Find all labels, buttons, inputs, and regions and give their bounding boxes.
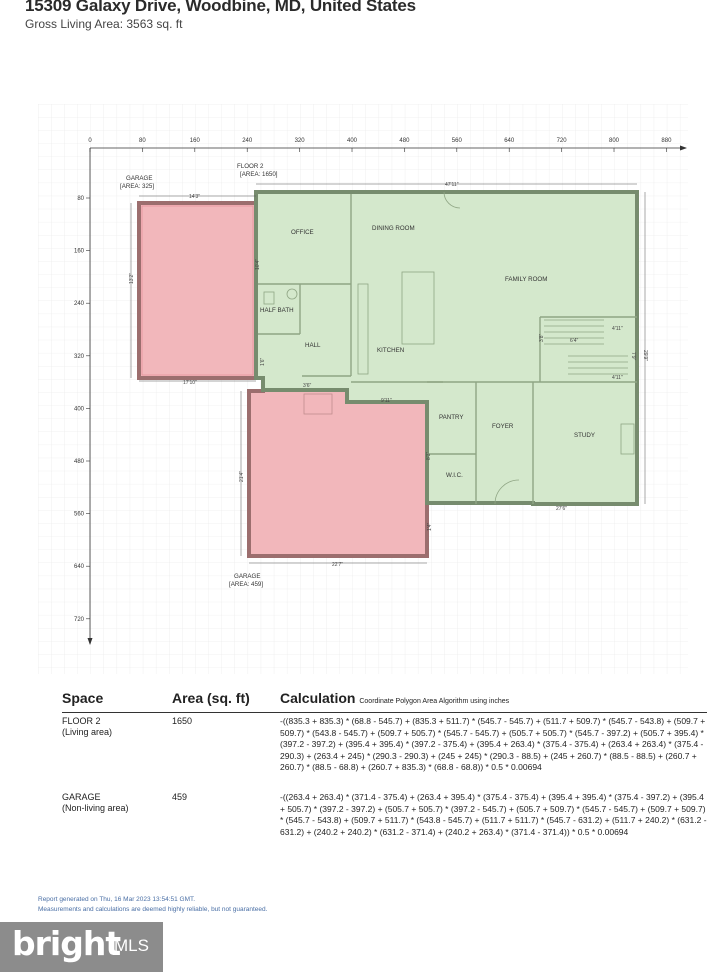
room-dining: DINING ROOM <box>372 225 415 232</box>
col-calc-note: Coordinate Polygon Area Algorithm using inches <box>359 698 510 705</box>
row-space-type: (Non-living area) <box>62 803 129 813</box>
x-tick-label: 880 <box>661 138 672 144</box>
dim-small-a: 4'11" <box>612 326 623 332</box>
garage-lower-floor <box>249 390 427 556</box>
dim-garage-bottom: 17'10" <box>183 380 197 386</box>
floor-plan <box>38 104 688 674</box>
row-space: GARAGE <box>62 792 101 802</box>
dim-small-b: 4'11" <box>612 375 623 381</box>
room-study: STUDY <box>574 432 595 439</box>
x-tick-label: 640 <box>504 138 515 144</box>
garage-upper <box>139 203 256 378</box>
row-calc: -((835.3 + 835.3) * (68.8 - 545.7) + (835.3 + 511.7) * (545.7 - 545.7) + (511.7 + 509.7) * (545.7 - 543.8) + (509.7 + 509.7) * (543.8 - 545.7) + (509.7 + 505.7) * (545.7 - 545.7) + (505.7 + 505.7) * (545.7 - 397.2) + (505.7 + 395.4) * (397.2 - 397.2) + (395.4 + 395.4) * (397.2 - 375.4) + (395.4 + 263.4) * (375.4 - 375.4) + (263.4 + 263.4) * (375.4 - 290.3) + (263.4 + 245) * (290.3 - 290.3) + (245 + 245) * (290.3 - 88.5) + (245 + 260.7) * (88.5 - 88.5) + (260.7 + 260.7) * (88.5 - 68.8) + (260.7 + 835.3) * (68.8 - 68.8)) * 0.5 * 0.00694 <box>280 716 706 773</box>
dim-lower-garage-bottom: 22'7" <box>332 562 344 568</box>
dim-small-k: 1'4" <box>427 522 433 531</box>
garage-lower-area: [AREA: 459] <box>229 581 264 588</box>
x-tick-label: 720 <box>556 138 567 144</box>
report-header <box>25 0 416 31</box>
y-tick-label: 480 <box>73 459 84 465</box>
row-area: 1650 <box>172 716 193 726</box>
y-tick-label: 720 <box>73 616 84 623</box>
logo-suffix: MLS <box>114 936 149 955</box>
garage-upper-area: [AREA: 325] <box>120 183 155 190</box>
room-wic: W.I.C. <box>446 472 463 479</box>
room-kitchen: KITCHEN <box>377 347 405 354</box>
x-tick-label: 0 <box>88 138 92 144</box>
garage-upper-label: GARAGE <box>126 175 153 182</box>
x-tick-label: 400 <box>346 138 358 144</box>
room-hall: HALL <box>305 342 321 349</box>
x-tick-label: 480 <box>399 138 410 144</box>
row-space-type: (Living area) <box>62 727 113 737</box>
dim-small-d: 3'8" <box>539 333 545 342</box>
dim-small-f: 8'3" <box>426 451 432 460</box>
room-office: OFFICE <box>291 229 314 236</box>
bright-mls-logo <box>0 922 163 972</box>
floor2-area: [AREA: 1650] <box>240 171 278 178</box>
x-tick-label: 800 <box>608 138 620 144</box>
room-pantry: PANTRY <box>439 414 464 421</box>
floor2-label: FLOOR 2 <box>237 163 264 170</box>
x-tick-label: 240 <box>242 138 253 144</box>
col-calc-title: Calculation <box>280 690 356 706</box>
row-calc: -((263.4 + 263.4) * (371.4 - 375.4) + (263.4 + 395.4) * (375.4 - 375.4) + (395.4 + 395.4) * (375.4 - 397.2) + (395.4 + 505.7) * (397.2 - 397.2) + (505.7 + 505.7) * (397.2 - 545.7) + (505.7 + 509.7) * (545.7 - 545.7) + (509.7 + 509.7) * (545.7 - 543.8) + (509.7 + 511.7) * (543.8 - 545.7) + (511.7 + 511.7) * (545.7 - 631.2) + (511.7 + 240.2) * (631.2 - 631.2) + (240.2 + 240.2) * (631.2 - 371.4) + (240.2 + 263.4) * (371.4 - 371.4)) * 0.5 * 0.00694 <box>280 792 707 837</box>
y-tick-label: 320 <box>73 353 84 360</box>
y-tick-label: 400 <box>73 406 84 413</box>
dim-small-h: 1'6" <box>260 357 266 366</box>
logo-brand: bright <box>12 924 121 963</box>
y-tick-label: 80 <box>77 196 84 202</box>
report-disclaimer: Measurements and calculations are deemed highly reliable, but not guaranteed. <box>38 906 268 913</box>
x-tick-label: 320 <box>294 138 305 144</box>
dim-top-width: 47'11" <box>445 182 459 188</box>
garage-lower <box>249 390 427 556</box>
garage-lower-label: GARAGE <box>234 573 261 580</box>
dim-small-c: 6'4" <box>570 338 579 344</box>
row-space: FLOOR 2 <box>62 716 101 726</box>
dim-small-j: 10'4" <box>255 258 261 270</box>
dim-small-e: 7'9" <box>630 352 636 361</box>
x-tick-label: 560 <box>451 138 462 144</box>
y-tick-label: 240 <box>73 301 84 308</box>
dim-small-g: 3'6" <box>303 383 312 389</box>
dim-small-i: 9'11" <box>381 398 392 404</box>
dim-garage-side: 13'2" <box>129 272 135 284</box>
report-generated: Report generated on Thu, 16 Mar 2023 13:54:51 GMT. <box>38 896 196 903</box>
room-family: FAMILY ROOM <box>505 276 548 283</box>
gross-living-area: Gross Living Area: 3563 sq. ft <box>25 17 183 31</box>
col-space-header: Space <box>62 690 104 706</box>
y-tick-label: 560 <box>73 511 84 518</box>
y-tick-label: 160 <box>73 248 84 255</box>
row-area: 459 <box>172 792 188 802</box>
x-tick-label: 160 <box>189 138 200 144</box>
dim-lower-garage-side: 21'4" <box>239 470 245 482</box>
col-calc-header <box>280 690 509 706</box>
y-tick-label: 640 <box>73 564 84 571</box>
dim-right-height: 29'9" <box>642 350 648 362</box>
col-area-header: Area (sq. ft) <box>172 690 250 706</box>
property-address: 15309 Galaxy Drive, Woodbine, MD, United States <box>25 0 416 15</box>
x-tick-label: 80 <box>139 138 146 144</box>
dim-bottom-width: 27'6" <box>556 506 568 512</box>
table-divider <box>62 712 707 713</box>
dim-garage-top: 14'3" <box>189 194 201 200</box>
room-half-bath: HALF BATH <box>260 307 294 314</box>
garage-upper-floor <box>139 203 256 378</box>
room-foyer: FOYER <box>492 423 514 430</box>
